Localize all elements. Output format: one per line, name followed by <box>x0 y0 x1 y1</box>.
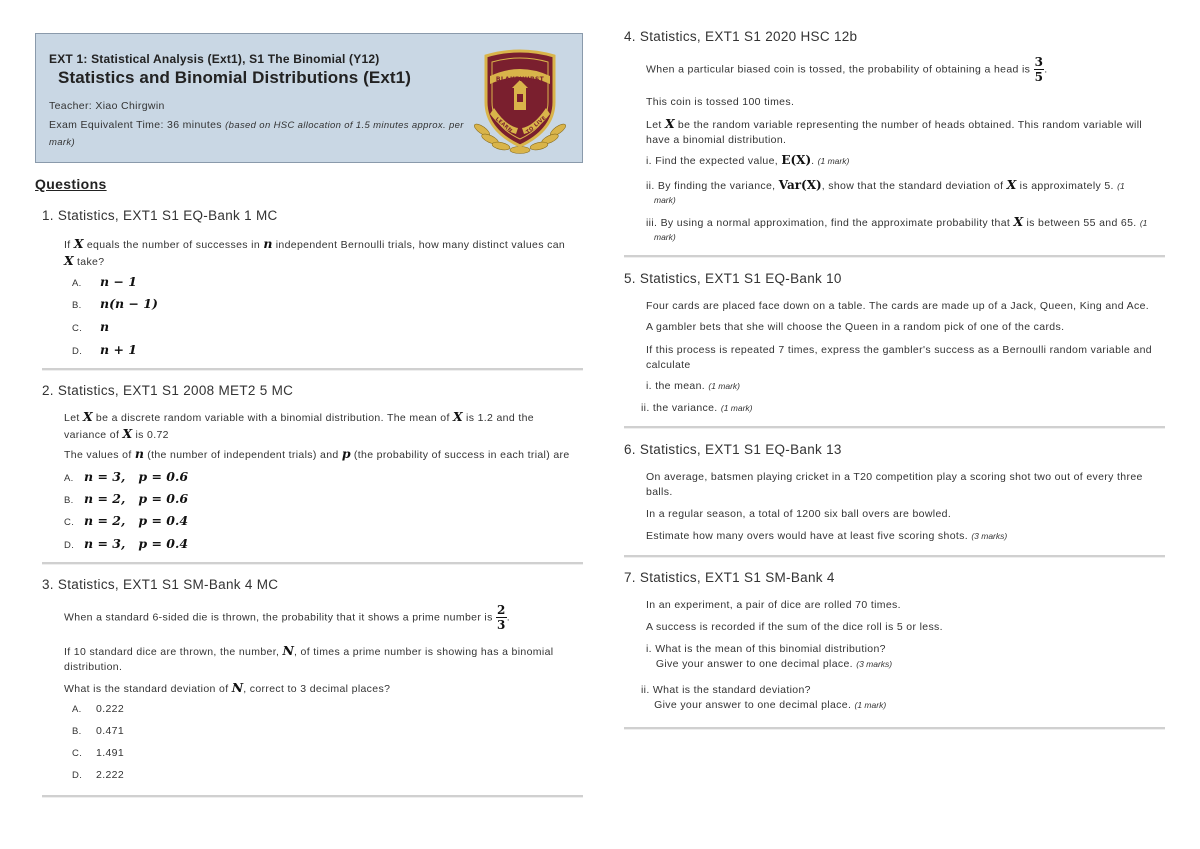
q3-text: distribution. <box>64 661 123 673</box>
q1-text: take? <box>76 256 105 268</box>
q2-stem-2 <box>64 446 589 463</box>
option-label: A. <box>64 473 74 484</box>
q2-option-c[interactable] <box>64 513 188 528</box>
section-divider <box>42 795 583 798</box>
q3-title: 3. Statistics, EXT1 S1 SM-Bank 4 MC <box>42 577 279 592</box>
option-value: n = 3, p = 0.6 <box>84 469 189 484</box>
q3-stem-2 <box>64 643 589 675</box>
var-x: X <box>73 236 84 251</box>
q7-title: 7. Statistics, EXT1 S1 SM-Bank 4 <box>624 570 835 585</box>
q4-line2: This coin is tossed 100 times. <box>646 96 795 108</box>
q7-line1: In an experiment, a pair of dice are rolled 70 times. <box>646 599 901 611</box>
expected-value-expr: E(X) <box>781 153 812 167</box>
fraction-three-fifths <box>1034 56 1045 83</box>
q3-option-c[interactable] <box>72 747 124 759</box>
q2-text: (the number of independent trials) and <box>147 449 339 461</box>
crest-banner-text: BLAKEHURST <box>495 76 545 83</box>
q1-text: independent Bernoulli trials, how many distinct values can <box>275 239 566 251</box>
teacher-label: Teacher: <box>49 100 93 112</box>
q3-option-d[interactable] <box>72 769 124 781</box>
q4-text: When a particular biased coin is tossed, the probability of obtaining a head is <box>646 63 1031 76</box>
q6-text: On average, batsmen playing cricket in a T20 competition play a scoring shot two out of every three <box>646 471 1143 483</box>
q4-text: ii. By finding the variance, <box>646 180 776 192</box>
q1-option-c[interactable] <box>72 319 109 334</box>
var-x: X <box>1006 177 1017 192</box>
q3-stem-3 <box>64 680 589 697</box>
q4-text: iii. By using a normal approximation, find the approximate probability that <box>646 217 1011 229</box>
q7-text: Give your answer to one decimal place. <box>655 658 853 670</box>
fraction-numerator: 3 <box>1034 55 1044 69</box>
q4-text: , show that the standard deviation of <box>821 180 1004 192</box>
q6-line4 <box>646 529 1171 544</box>
worksheet-header <box>35 33 583 163</box>
marks-badge: (3 marks) <box>856 659 893 669</box>
exam-time-label: Exam Equivalent Time: <box>49 119 164 131</box>
option-value: 2.222 <box>96 769 125 781</box>
var-p: p <box>341 446 351 461</box>
variance-expr: Var(X) <box>778 178 822 192</box>
q2-text: (the probability of success in each trial) are <box>353 449 570 461</box>
fraction-numerator: 2 <box>497 603 506 617</box>
q3-option-b[interactable] <box>72 725 124 737</box>
q4-stem-3 <box>646 116 1171 148</box>
q5-stem-3 <box>646 343 1171 373</box>
option-value: n = 2, p = 0.6 <box>84 491 189 506</box>
q2-text: is 0.72 <box>135 429 169 441</box>
option-label: B. <box>64 495 74 506</box>
option-value: n = 3, p = 0.4 <box>84 536 189 551</box>
q1-stem <box>64 236 589 270</box>
marks-badge: (1 mark) <box>817 156 850 166</box>
option-value: n <box>100 319 110 334</box>
q4-text: i. Find the expected value, <box>646 155 779 167</box>
marks-badge: (1 mark) <box>854 700 887 710</box>
q2-option-d[interactable] <box>64 536 188 551</box>
course-title: EXT 1: Statistical Analysis (Ext1), S1 The Binomial (Y12) <box>49 52 380 66</box>
q4-part-i: i. Find the expected value, E(X). (1 mark) <box>646 153 850 167</box>
option-label: C. <box>72 748 83 759</box>
school-crest-logo <box>472 42 568 158</box>
var-x: X <box>122 426 133 441</box>
q1-text: equals the number of successes in <box>86 239 261 251</box>
marks-badge: (3 marks) <box>971 531 1008 541</box>
section-divider <box>624 255 1165 258</box>
q5-text: calculate <box>646 359 691 371</box>
q2-text: variance of <box>64 429 120 441</box>
q7-part-ii <box>641 683 1166 713</box>
option-label: D. <box>72 770 83 781</box>
q2-text: The values of <box>64 449 132 461</box>
option-label: C. <box>72 323 83 334</box>
q4-part-iii-marks <box>654 230 676 245</box>
q5-line2: A gambler bets that she will choose the Queen in a random pick of one of the cards. <box>646 321 1065 333</box>
page-title: Statistics and Binomial Distributions (Ext1) <box>58 68 411 87</box>
q4-text: is approximately 5. <box>1019 180 1114 192</box>
section-divider <box>624 727 1165 730</box>
marks-badge: mark) <box>654 195 676 205</box>
q1-text: If <box>64 239 71 251</box>
var-n-upper: N <box>231 680 244 695</box>
marks-badge: (1 <box>1117 181 1125 191</box>
var-n-upper: N <box>282 643 294 658</box>
q4-stem: When a particular biased coin is tossed, the probability of obtaining a head is $\frac{3}{5}$ . <box>646 55 1048 84</box>
option-label: B. <box>72 300 82 311</box>
q4-text: Let <box>646 119 662 131</box>
q4-title: 4. Statistics, EXT1 S1 2020 HSC 12b <box>624 29 858 44</box>
q6-text: Estimate how many overs would have at least five scoring shots. <box>646 530 969 542</box>
option-label: D. <box>72 346 83 357</box>
q2-text: is 1.2 and the <box>466 412 534 424</box>
q4-text: be the random variable representing the number of heads obtained. This random variable will <box>677 119 1143 131</box>
option-label: D. <box>64 540 75 551</box>
q3-text: If 10 standard dice are thrown, the number, <box>64 646 280 658</box>
q7-line2: A success is recorded if the sum of the dice roll is 5 or less. <box>646 621 943 633</box>
option-value: 1.491 <box>96 747 125 759</box>
marks-badge: mark) <box>654 232 676 242</box>
q7-text: ii. What is the standard deviation? <box>641 684 811 696</box>
section-divider <box>624 555 1165 558</box>
var-n: n <box>263 236 273 251</box>
section-divider <box>42 562 583 565</box>
fraction-two-thirds <box>496 604 507 631</box>
option-label: A. <box>72 704 82 715</box>
q4-part-ii-marks <box>654 193 676 208</box>
teacher-line <box>49 100 165 112</box>
q5-title: 5. Statistics, EXT1 S1 EQ-Bank 10 <box>624 271 842 286</box>
section-divider <box>42 368 583 371</box>
var-x: X <box>1013 214 1024 229</box>
q2-option-a[interactable] <box>64 469 188 484</box>
q2-text: Let <box>64 412 80 424</box>
q3-text: When a standard 6-sided die is thrown, the probability that it shows a prime number is <box>64 611 493 624</box>
q5-text: If this process is repeated 7 times, express the gambler's success as a Bernoulli random variable and <box>646 344 1152 356</box>
var-x: X <box>82 409 93 424</box>
q1-title: 1. Statistics, EXT1 S1 EQ-Bank 1 MC <box>42 208 278 223</box>
option-label: B. <box>72 726 82 737</box>
q2-option-b[interactable] <box>64 491 188 506</box>
q7-text: i. What is the mean of this binomial distribution? <box>646 643 886 655</box>
q4-text: have a binomial distribution. <box>646 134 787 146</box>
marks-badge: (1 <box>1139 218 1148 228</box>
option-value: n(n − 1) <box>100 296 158 311</box>
q4-part-iii <box>646 214 1171 231</box>
q3-option-a[interactable] <box>72 703 124 715</box>
crest-motto-left: LEARN <box>493 116 514 135</box>
q1-option-d[interactable] <box>72 342 137 357</box>
var-x: X <box>664 116 675 131</box>
q1-option-a[interactable] <box>72 274 137 289</box>
q5-text: i. the mean. <box>646 380 706 392</box>
q6-title: 6. Statistics, EXT1 S1 EQ-Bank 13 <box>624 442 842 457</box>
q2-text: be a discrete random variable with a binomial distribution. The mean of <box>95 412 450 424</box>
option-value: 0.222 <box>96 703 125 715</box>
q5-text: ii. the variance. <box>641 402 718 414</box>
var-x: X <box>453 409 463 424</box>
fraction-denominator: 3 <box>497 618 506 632</box>
q5-line1: Four cards are placed face down on a table. The cards are made up of a Jack, Queen, King and Ace. <box>646 300 1150 312</box>
q5-part-i <box>646 379 740 394</box>
teacher-name: Xiao Chirgwin <box>95 100 165 112</box>
q7-part-i <box>646 642 1171 672</box>
option-label: A. <box>72 278 82 289</box>
q5-part-ii <box>641 401 753 416</box>
exam-time-line <box>49 117 479 151</box>
option-value: 0.471 <box>96 725 125 737</box>
crest-motto-right: TO LIVE <box>525 115 548 136</box>
q3-text: What is the standard deviation of <box>64 683 229 695</box>
q1-option-b[interactable] <box>72 296 158 311</box>
var-n: n <box>134 446 144 461</box>
q3-text: , correct to 3 decimal places? <box>243 683 391 695</box>
q3-stem: When a standard 6-sided die is thrown, the probability that it shows a prime number is $\frac{2}{3}$ . <box>64 603 510 632</box>
q2-stem <box>64 409 589 443</box>
q6-text: balls. <box>646 486 673 498</box>
q4-text: is between 55 and 65. <box>1026 217 1137 229</box>
fraction-denominator: 5 <box>1034 70 1044 84</box>
marks-badge: (1 mark) <box>720 403 753 413</box>
q4-part-ii <box>646 177 1171 194</box>
q6-line3: In a regular season, a total of 1200 six ball overs are bowled. <box>646 508 952 520</box>
exam-time-note: (based on HSC allocation of 1.5 minutes approx. per mark) <box>49 120 464 148</box>
exam-time-value: 36 minutes <box>167 119 222 131</box>
q6-stem <box>646 470 1171 500</box>
q3-text: , of times a prime number is showing has a binomial <box>293 646 554 658</box>
option-value: n − 1 <box>100 274 137 289</box>
option-value: n + 1 <box>100 342 137 357</box>
questions-heading: Questions <box>35 176 107 192</box>
q7-text: Give your answer to one decimal place. <box>654 699 852 711</box>
option-value: n = 2, p = 0.4 <box>84 513 189 528</box>
option-label: C. <box>64 517 75 528</box>
marks-badge: (1 mark) <box>708 381 740 391</box>
var-x: X <box>64 253 74 268</box>
q2-title: 2. Statistics, EXT1 S1 2008 MET2 5 MC <box>42 383 294 398</box>
section-divider <box>624 426 1165 429</box>
